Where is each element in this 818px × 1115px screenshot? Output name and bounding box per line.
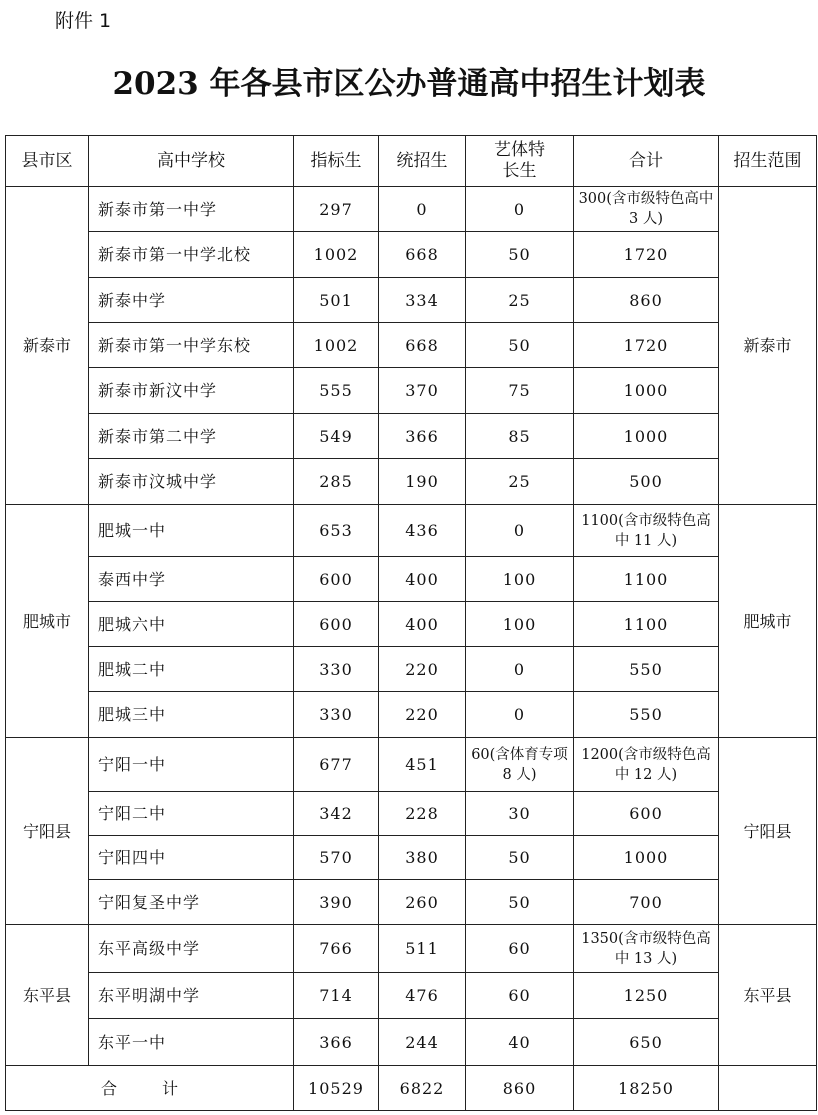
arts-sports-cell: 30 <box>466 792 574 836</box>
header-district: 县市区 <box>6 136 89 187</box>
header-general: 统招生 <box>379 136 466 187</box>
table-row <box>6 187 817 232</box>
table-row <box>6 459 817 505</box>
quota-cell: 297 <box>294 187 379 232</box>
school-cell: 东平高级中学 <box>89 925 294 973</box>
quota-cell: 766 <box>294 925 379 973</box>
table-row <box>6 414 817 459</box>
header-total: 合计 <box>574 136 719 187</box>
school-cell: 新泰市第一中学 <box>89 187 294 232</box>
table-row <box>6 557 817 602</box>
quota-cell: 1002 <box>294 232 379 278</box>
total-cell: 700 <box>574 880 719 925</box>
total-cell: 650 <box>574 1019 719 1066</box>
quota-cell: 653 <box>294 505 379 557</box>
quota-cell: 600 <box>294 557 379 602</box>
arts-sports-cell: 100 <box>466 557 574 602</box>
general-cell: 220 <box>379 647 466 692</box>
quota-cell: 555 <box>294 368 379 414</box>
table-header-row <box>6 136 817 187</box>
district-cell: 东平县 <box>6 925 89 1066</box>
page-title: 2023 年各县市区公办普通高中招生计划表 <box>112 66 706 102</box>
school-cell: 新泰市第一中学东校 <box>89 323 294 368</box>
grand-total-row <box>6 1066 817 1111</box>
quota-cell: 342 <box>294 792 379 836</box>
table-row <box>6 925 817 973</box>
table-row <box>6 647 817 692</box>
total-cell: 550 <box>574 647 719 692</box>
table-row <box>6 880 817 925</box>
total-cell: 1250 <box>574 973 719 1019</box>
school-cell: 新泰市汶城中学 <box>89 459 294 505</box>
quota-cell: 285 <box>294 459 379 505</box>
school-cell: 东平明湖中学 <box>89 973 294 1019</box>
quota-cell: 570 <box>294 836 379 880</box>
header-quota: 指标生 <box>294 136 379 187</box>
school-cell: 宁阳二中 <box>89 792 294 836</box>
header-school: 高中学校 <box>89 136 294 187</box>
total-cell: 300(含市级特色高中 3 人) <box>574 187 719 232</box>
arts-sports-cell: 85 <box>466 414 574 459</box>
quota-cell: 1002 <box>294 323 379 368</box>
table-row <box>6 973 817 1019</box>
grand-total-label: 合 计 <box>6 1066 294 1111</box>
grand-total-arts-sports: 860 <box>466 1066 574 1111</box>
arts-sports-cell: 50 <box>466 836 574 880</box>
quota-cell: 330 <box>294 647 379 692</box>
quota-cell: 677 <box>294 738 379 792</box>
arts-sports-cell: 75 <box>466 368 574 414</box>
quota-cell: 366 <box>294 1019 379 1066</box>
total-cell: 1350(含市级特色高中 13 人) <box>574 925 719 973</box>
table-row <box>6 836 817 880</box>
general-cell: 190 <box>379 459 466 505</box>
table-row <box>6 278 817 323</box>
general-cell: 476 <box>379 973 466 1019</box>
general-cell: 511 <box>379 925 466 973</box>
district-cell: 新泰市 <box>6 187 89 505</box>
table-row <box>6 368 817 414</box>
district-cell: 肥城市 <box>6 505 89 738</box>
school-cell: 新泰市新汶中学 <box>89 368 294 414</box>
attachment-label: 附件 1 <box>55 10 112 32</box>
general-cell: 334 <box>379 278 466 323</box>
general-cell: 0 <box>379 187 466 232</box>
arts-sports-cell: 0 <box>466 187 574 232</box>
school-cell: 宁阳四中 <box>89 836 294 880</box>
scope-cell: 肥城市 <box>719 505 817 738</box>
table-row <box>6 232 817 278</box>
total-cell: 860 <box>574 278 719 323</box>
arts-sports-cell: 50 <box>466 323 574 368</box>
grand-total-scope <box>719 1066 817 1111</box>
general-cell: 400 <box>379 602 466 647</box>
school-cell: 宁阳复圣中学 <box>89 880 294 925</box>
arts-sports-cell: 25 <box>466 459 574 505</box>
general-cell: 244 <box>379 1019 466 1066</box>
arts-sports-cell: 100 <box>466 602 574 647</box>
school-cell: 新泰市第二中学 <box>89 414 294 459</box>
school-cell: 新泰中学 <box>89 278 294 323</box>
general-cell: 668 <box>379 323 466 368</box>
school-cell: 宁阳一中 <box>89 738 294 792</box>
grand-total-total: 18250 <box>574 1066 719 1111</box>
school-cell: 肥城二中 <box>89 647 294 692</box>
scope-cell: 东平县 <box>719 925 817 1066</box>
arts-sports-cell: 40 <box>466 1019 574 1066</box>
arts-sports-cell: 0 <box>466 505 574 557</box>
table-row <box>6 602 817 647</box>
table-row <box>6 692 817 738</box>
total-cell: 1720 <box>574 232 719 278</box>
arts-sports-cell: 0 <box>466 647 574 692</box>
total-cell: 1000 <box>574 414 719 459</box>
table-row <box>6 1019 817 1066</box>
general-cell: 451 <box>379 738 466 792</box>
arts-sports-cell: 60 <box>466 925 574 973</box>
general-cell: 260 <box>379 880 466 925</box>
arts-sports-cell: 50 <box>466 232 574 278</box>
scope-cell: 新泰市 <box>719 187 817 505</box>
quota-cell: 600 <box>294 602 379 647</box>
table-row <box>6 505 817 557</box>
quota-cell: 330 <box>294 692 379 738</box>
general-cell: 220 <box>379 692 466 738</box>
general-cell: 436 <box>379 505 466 557</box>
quota-cell: 390 <box>294 880 379 925</box>
school-cell: 东平一中 <box>89 1019 294 1066</box>
total-cell: 1000 <box>574 368 719 414</box>
grand-total-quota: 10529 <box>294 1066 379 1111</box>
total-cell: 1200(含市级特色高中 12 人) <box>574 738 719 792</box>
scope-cell: 宁阳县 <box>719 738 817 925</box>
arts-sports-cell: 0 <box>466 692 574 738</box>
arts-sports-cell: 50 <box>466 880 574 925</box>
table-row <box>6 792 817 836</box>
total-cell: 1100(含市级特色高中 11 人) <box>574 505 719 557</box>
school-cell: 肥城一中 <box>89 505 294 557</box>
general-cell: 400 <box>379 557 466 602</box>
enrollment-plan-table <box>5 135 817 1111</box>
district-cell: 宁阳县 <box>6 738 89 925</box>
quota-cell: 714 <box>294 973 379 1019</box>
general-cell: 380 <box>379 836 466 880</box>
quota-cell: 501 <box>294 278 379 323</box>
quota-cell: 549 <box>294 414 379 459</box>
general-cell: 370 <box>379 368 466 414</box>
general-cell: 228 <box>379 792 466 836</box>
arts-sports-cell: 25 <box>466 278 574 323</box>
general-cell: 366 <box>379 414 466 459</box>
school-cell: 肥城三中 <box>89 692 294 738</box>
header-scope: 招生范围 <box>719 136 817 187</box>
general-cell: 668 <box>379 232 466 278</box>
header-arts-sports: 艺体特长生 <box>466 136 574 187</box>
grand-total-general: 6822 <box>379 1066 466 1111</box>
total-cell: 1000 <box>574 836 719 880</box>
total-cell: 1720 <box>574 323 719 368</box>
total-cell: 1100 <box>574 602 719 647</box>
table-row <box>6 323 817 368</box>
total-cell: 500 <box>574 459 719 505</box>
arts-sports-cell: 60 <box>466 973 574 1019</box>
table-row <box>6 738 817 792</box>
total-cell: 550 <box>574 692 719 738</box>
total-cell: 1100 <box>574 557 719 602</box>
school-cell: 肥城六中 <box>89 602 294 647</box>
school-cell: 新泰市第一中学北校 <box>89 232 294 278</box>
arts-sports-cell: 60(含体育专项 8 人) <box>466 738 574 792</box>
school-cell: 泰西中学 <box>89 557 294 602</box>
total-cell: 600 <box>574 792 719 836</box>
